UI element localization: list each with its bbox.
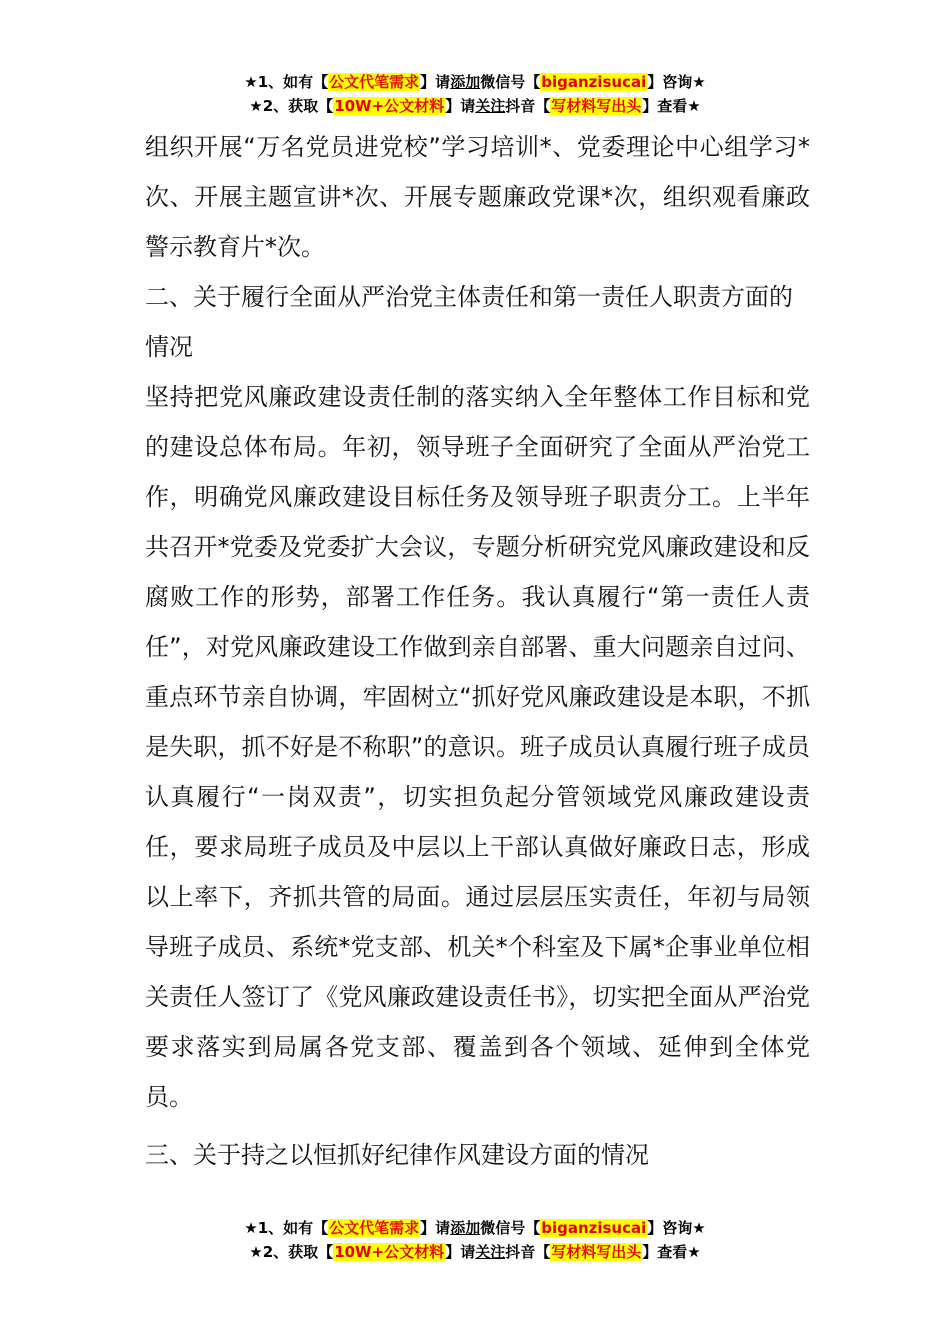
paragraph-1: 组织开展“万名党员进党校”学习培训*、党委理论中心组学习*次、开展主题宣讲*次、开展专题廉政党课*次，组织观看廉政警示教育片*次。 <box>145 133 810 261</box>
douyin-id-highlight: 写材料写出头 <box>551 1243 642 1261</box>
document-body <box>145 122 810 1180</box>
banner-line-1 <box>0 1216 950 1240</box>
banner-text: 抖音【 <box>505 97 551 115</box>
banner-line-1 <box>0 70 950 94</box>
wechat-id-highlight: biganzisucai <box>541 1219 647 1237</box>
section-heading-3: 三、关于持之以恒抓好纪律作风建设方面的情况 <box>145 1141 649 1169</box>
banner-text: ★1、如有【 <box>244 73 329 91</box>
banner-text: 】请 <box>420 73 451 91</box>
banner-text: 】查看★ <box>642 97 701 115</box>
bottom-banner <box>0 1216 950 1264</box>
spacer <box>145 1122 810 1130</box>
banner-underlined: 关注 <box>475 1243 506 1261</box>
banner-underlined: 关注 <box>475 97 506 115</box>
wechat-id-highlight: biganzisucai <box>541 73 647 91</box>
banner-line-2 <box>0 1240 950 1264</box>
section-heading-2: 二、关于履行全面从严治党主体责任和第一责任人职责方面的情况 <box>145 283 793 361</box>
paragraph-2: 坚持把党风廉政建设责任制的落实纳入全年整体工作目标和党的建设总体布局。年初，领导班子全面研究了全面从严治党工作，明确党风廉政建设目标任务及领导班子职责分工。上半年共召开*党委及党委扩大会议，专题分析研究党风廉政建设和反腐败工作的形势，部署工作任务。我认真履行“第一责任人责任”，对党风廉政建设工作做到亲自部署、重大问题亲自过问、重点环节亲自协调，牢固树立“抓好党风廉政建设是本职，不抓是失职，抓不好是不称职”的意识。班子成员认真履行班子成员认真履行“一岗双责”，切实担负起分管领域党风廉政建设责任，要求局班子成员及中层以上干部认真做好廉政日志，形成以上率下，齐抓共管的局面。通过层层压实责任，年初与局领导班子成员、系统*党支部、机关*个科室及下属*企事业单位相关责任人签订了《党风廉政建设责任书》，切实把全面从严治党要求落实到局属各党支部、覆盖到各个领域、延伸到全体党员。 <box>145 383 810 1111</box>
banner-highlight: 10W+公文材料 <box>334 97 445 115</box>
banner-highlight: 公文代笔需求 <box>329 1219 420 1237</box>
banner-highlight: 10W+公文材料 <box>334 1243 445 1261</box>
banner-text: 】咨询★ <box>647 1219 706 1237</box>
banner-text: ★2、获取【 <box>249 1243 334 1261</box>
banner-text: 】请 <box>445 1243 476 1261</box>
banner-text: 抖音【 <box>505 1243 551 1261</box>
banner-underlined: 添加 <box>450 1219 481 1237</box>
banner-line-2 <box>0 94 950 118</box>
banner-text: 】请 <box>420 1219 451 1237</box>
banner-text: 微信号【 <box>480 1219 541 1237</box>
banner-highlight: 公文代笔需求 <box>329 73 420 91</box>
banner-text: 】请 <box>445 97 476 115</box>
banner-text: 】查看★ <box>642 1243 701 1261</box>
banner-text: ★1、如有【 <box>244 1219 329 1237</box>
banner-text: ★2、获取【 <box>249 97 334 115</box>
banner-text: 】咨询★ <box>647 73 706 91</box>
banner-underlined: 添加 <box>450 73 481 91</box>
banner-text: 微信号【 <box>480 73 541 91</box>
top-banner <box>0 70 950 118</box>
douyin-id-highlight: 写材料写出头 <box>551 97 642 115</box>
